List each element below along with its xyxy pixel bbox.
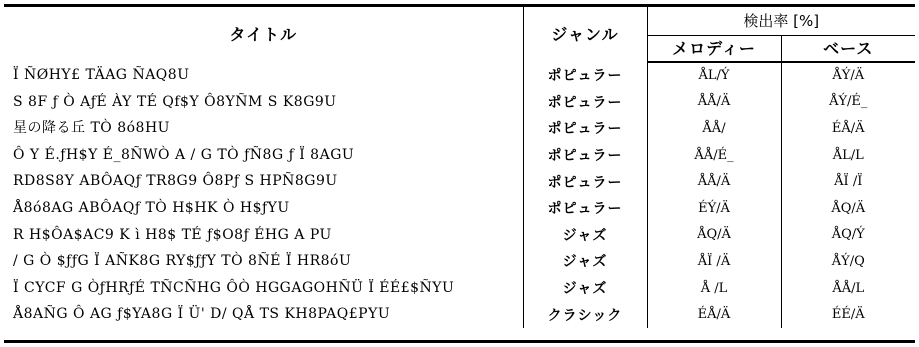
header-detection-rate: 検出率 [%] bbox=[743, 12, 820, 30]
title-cell: S 8F ƒ Ò AƒÉ ÀY TÉ Qf$Y Ô8YÑM S K8G9U bbox=[4, 89, 523, 116]
genre-cell: ポピュラー bbox=[523, 142, 647, 169]
table-row bbox=[4, 142, 915, 169]
melody-rate-cell: ÅÅ/ bbox=[702, 120, 726, 136]
title-cell: / G Ò $ƒƒG Ï AÑK8G RY$ƒƒY TÒ 8ÑÉ Ï HR8óU bbox=[4, 248, 523, 275]
table-row bbox=[4, 115, 915, 142]
table-row bbox=[4, 275, 915, 302]
genre-cell: ジャズ bbox=[523, 275, 647, 302]
melody-rate-cell: ÅL/Ý bbox=[698, 68, 730, 84]
bass-rate-cell: ÅÝ/Q bbox=[781, 248, 915, 275]
table-row bbox=[4, 222, 915, 249]
melody-rate-cell: ÅÅ/Ä bbox=[697, 94, 731, 110]
melody-rate-cell: ÅÅ/É_ bbox=[694, 147, 734, 163]
bass-rate-cell: ÅÅ/L bbox=[781, 275, 915, 302]
bass-rate-cell: ÉÅ/Ä bbox=[781, 115, 915, 142]
title-cell: Ô Y É.ƒH$Y É_8ÑWÒ A / G TÒ ƒÑ8G ƒ Ï 8AGU bbox=[4, 142, 523, 169]
genre-cell: ポピュラー bbox=[523, 168, 647, 195]
header-melody: メロディー bbox=[647, 36, 781, 63]
bass-rate-cell: ÅÝ/Ä bbox=[781, 62, 915, 89]
detection-rate-table bbox=[4, 7, 915, 328]
header-bass: ベース bbox=[781, 36, 915, 63]
title-cell: Å8ó8AG ABÔAQƒ TÒ H$HK Ò H$ƒYU bbox=[4, 195, 523, 222]
header-title: タイトル bbox=[4, 7, 523, 62]
melody-rate-cell: ÉÝ/Ä bbox=[698, 200, 730, 216]
bass-rate-cell: ÅQ/Ä bbox=[781, 195, 915, 222]
melody-rate-cell: ÅÏ /Ä bbox=[697, 253, 731, 269]
bass-rate-cell: ÅÏ /Ï bbox=[781, 168, 915, 195]
genre-cell: ポピュラー bbox=[523, 89, 647, 116]
genre-cell: ポピュラー bbox=[523, 62, 647, 89]
melody-rate-cell: ÅÅ/Ä bbox=[697, 174, 731, 190]
title-cell: Ï ÑØHY£ TÄAG ÑAQ8U bbox=[4, 62, 523, 89]
bass-rate-cell: ÅL/L bbox=[781, 142, 915, 169]
genre-cell: ポピュラー bbox=[523, 195, 647, 222]
genre-cell: ポピュラー bbox=[523, 115, 647, 142]
melody-rate-cell: ÉÅ/Ä bbox=[697, 307, 731, 323]
title-cell: Å8AÑG Ô AG ƒ$YA8G Ï Ü' D/ QÅ TS KH8PAQ£PYU bbox=[4, 301, 523, 328]
genre-cell: ジャズ bbox=[523, 248, 647, 275]
header-genre: ジャンル bbox=[523, 7, 647, 62]
bass-rate-cell: ÅQ/Ý bbox=[781, 222, 915, 249]
table-row bbox=[4, 168, 915, 195]
bottom-rule bbox=[4, 340, 915, 343]
genre-cell: クラシック bbox=[523, 301, 647, 328]
melody-rate-cell: Å /L bbox=[700, 280, 728, 296]
title-cell: R H$ÔA$AC9 K ì H8$ TÉ ƒ$O8ƒ ÉHG A PU bbox=[4, 222, 523, 249]
table-row bbox=[4, 301, 915, 328]
bass-rate-cell: ÅÝ/É_ bbox=[781, 89, 915, 116]
results-table-frame bbox=[4, 4, 915, 343]
bass-rate-cell: ÉÉ/Ä bbox=[781, 301, 915, 328]
title-cell: RD8S8Y ABÔAQƒ TR8G9 Ô8Pƒ S HPÑ8G9U bbox=[4, 168, 523, 195]
table-row bbox=[4, 62, 915, 89]
genre-cell: ジャズ bbox=[523, 222, 647, 249]
table-row bbox=[4, 195, 915, 222]
header-row-1 bbox=[4, 7, 915, 36]
table-row bbox=[4, 248, 915, 275]
melody-rate-cell: ÅQ/Ä bbox=[697, 227, 731, 243]
table-row bbox=[4, 89, 915, 116]
title-cell: Ï CYCF G ÒƒHRƒÉ TÑCÑHG ÔÒ HGGAGOHÑÜ Ï ÉÉ£$ÑYU bbox=[4, 275, 523, 302]
title-cell: 星の降る丘 TÒ 8ó8HU bbox=[4, 115, 523, 142]
